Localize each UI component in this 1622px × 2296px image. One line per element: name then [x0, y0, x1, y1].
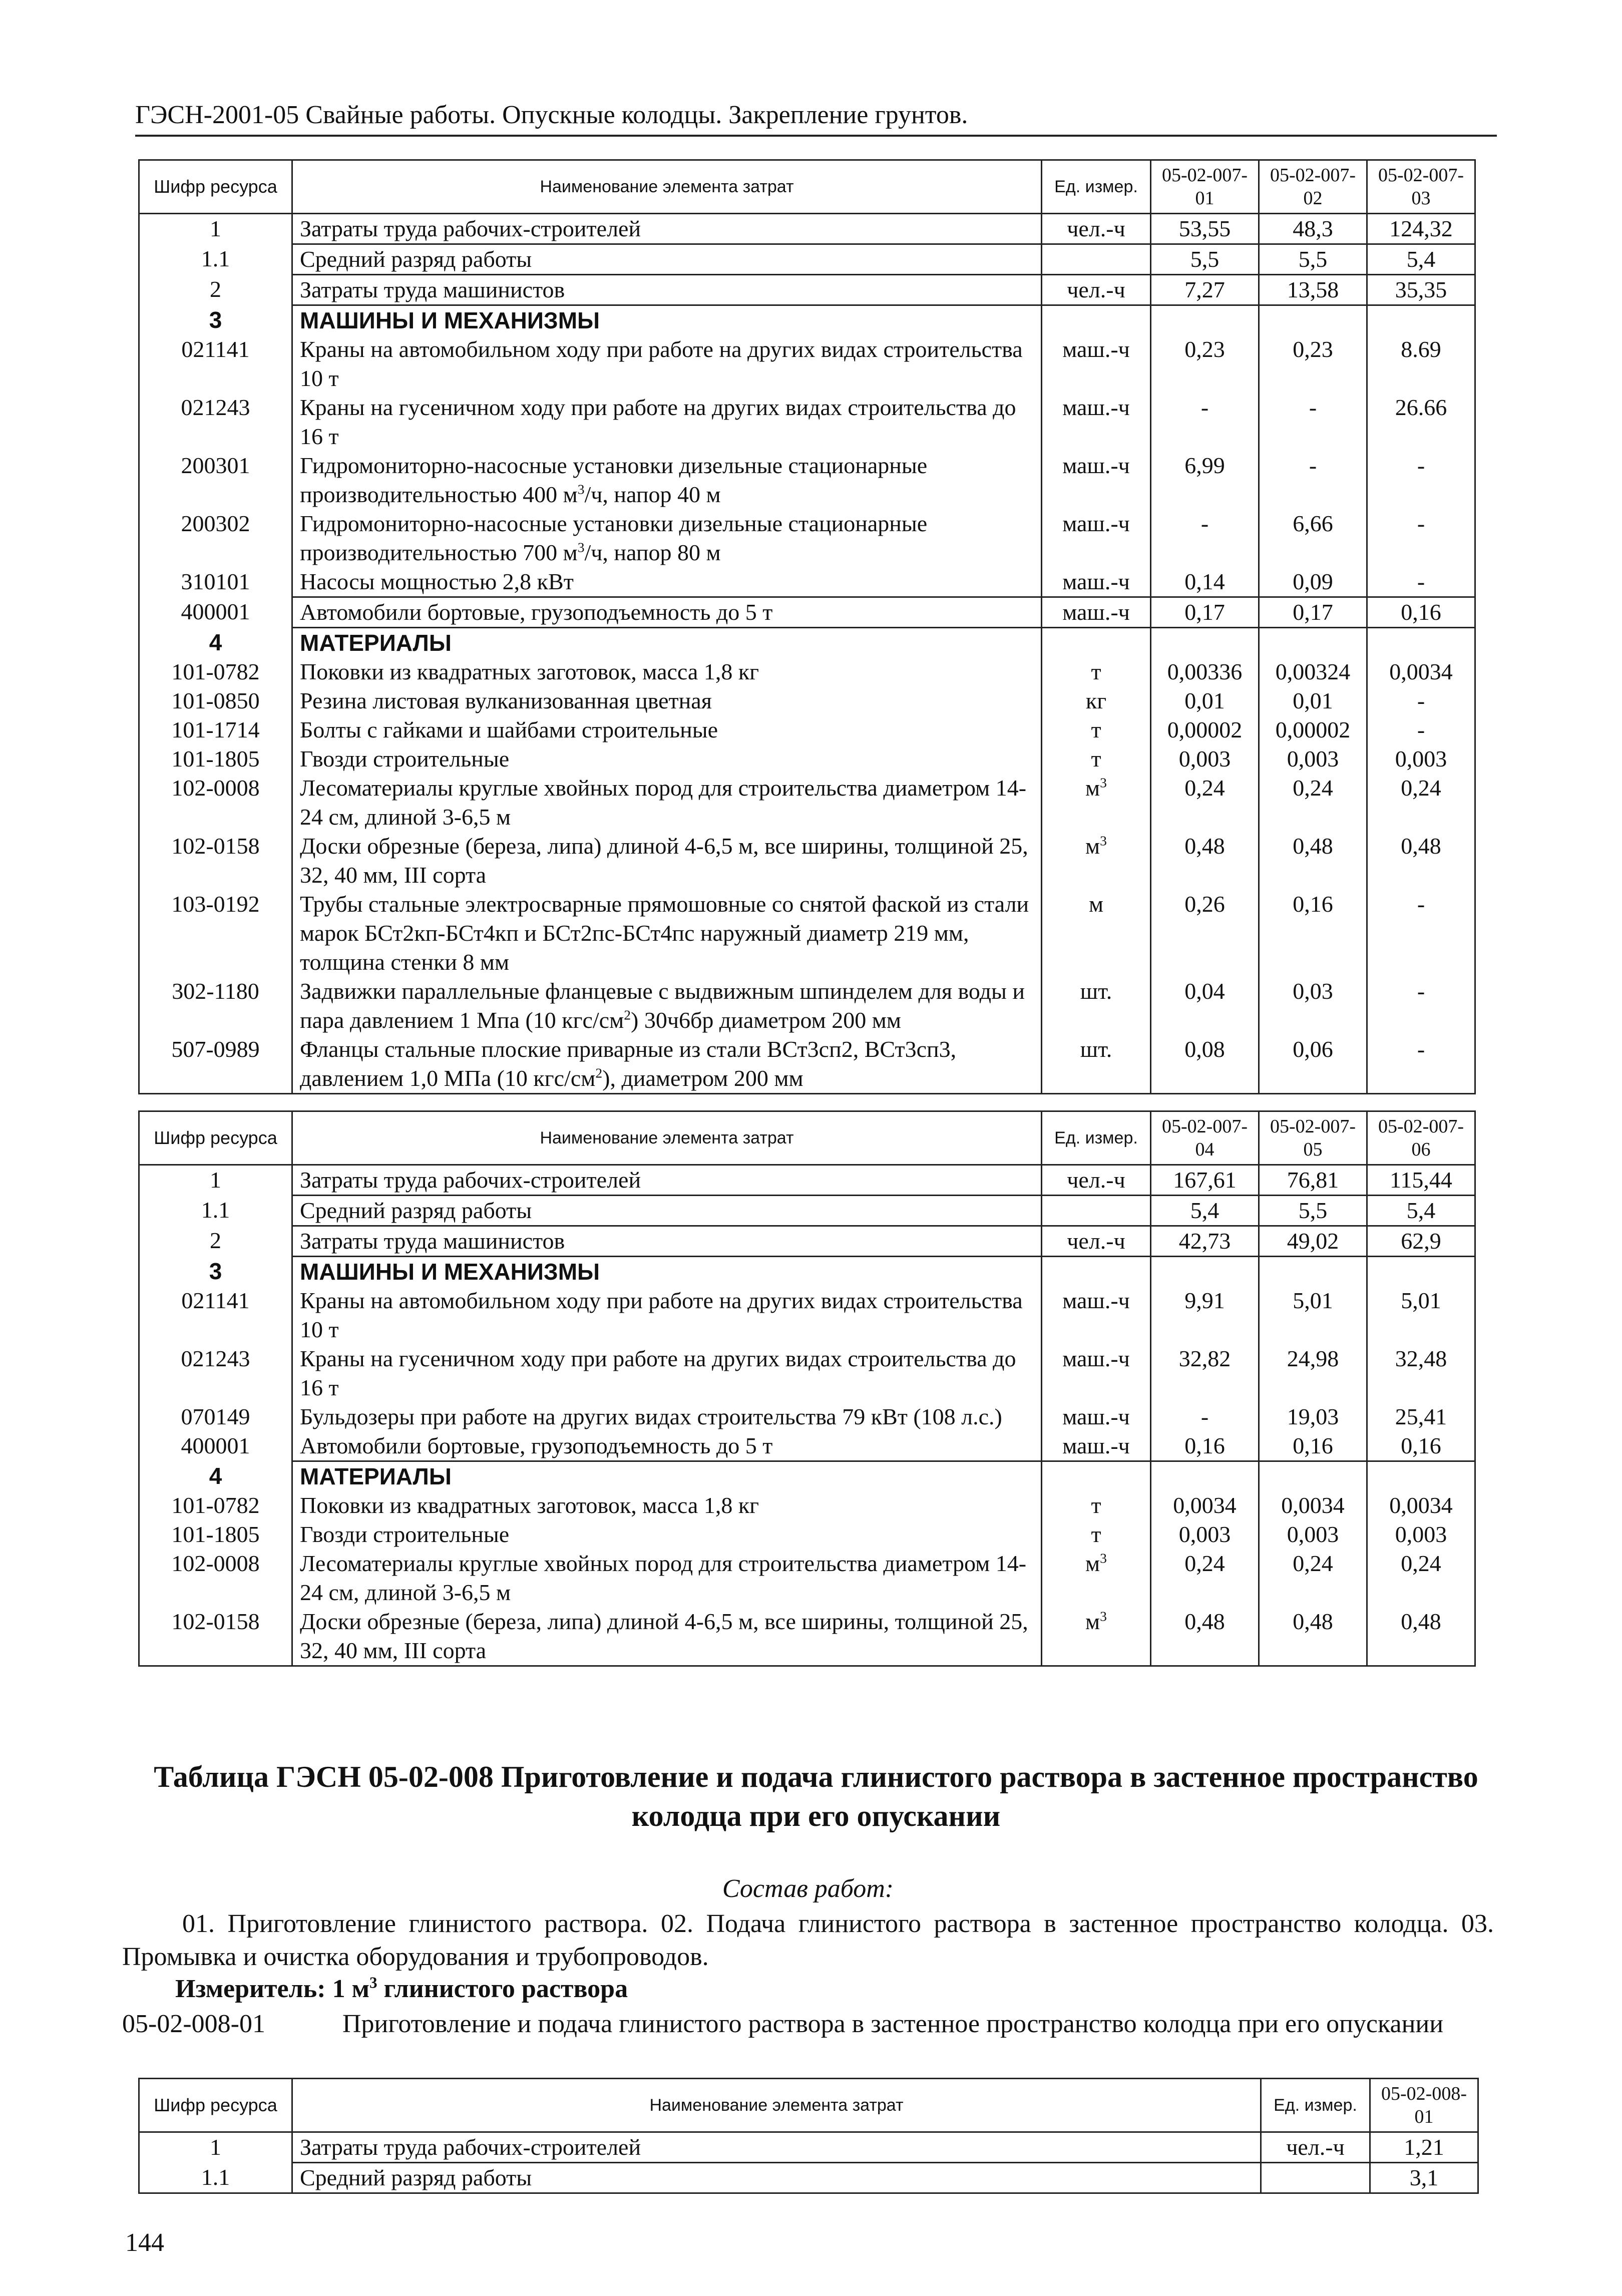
norm-value: 35,35 [1367, 275, 1475, 305]
norm-value: 0,0034 [1151, 1491, 1259, 1520]
norm-value: 0,48 [1259, 1607, 1367, 1666]
resource-code: 310101 [139, 567, 292, 597]
norm-value: 5,4 [1367, 244, 1475, 275]
table-row [139, 597, 1475, 628]
norm-value: 5,01 [1367, 1286, 1475, 1344]
composition-text: 01. Приготовление глинистого раствора. 02. Подача глинистого раствора в застенное пространство колодца. 03. Промывка и очистка оборудования и трубопроводов. [122, 1909, 1494, 1971]
resource-name: Затраты труда машинистов [292, 275, 1042, 305]
norm-value: 0,06 [1259, 1035, 1367, 1094]
norm-value: 32,48 [1367, 1344, 1475, 1402]
norm-value: 0,03 [1259, 977, 1367, 1035]
resource-unit: т [1042, 1520, 1151, 1549]
resource-unit: т [1042, 744, 1151, 774]
col-header-norm-2: 05-02-007-02 [1259, 160, 1367, 214]
resource-unit: $м^3$ [1042, 1607, 1151, 1666]
norm-value: 0,24 [1151, 1549, 1259, 1607]
col-header-name: Наименование элемента затрат [292, 2079, 1261, 2132]
resource-unit: шт. [1042, 977, 1151, 1035]
norm-value: - [1367, 1035, 1475, 1094]
resource-code: 1.1 [139, 244, 292, 275]
table-row [139, 744, 1475, 774]
col-header-unit: Ед. измер. [1042, 160, 1151, 214]
resource-name: Гидромониторно-насосные установки дизельные стационарные производительностью 400 $м^3/ч$, напор 40 м [292, 451, 1042, 509]
norm-value: 124,32 [1367, 214, 1475, 244]
col-header-unit: Ед. измер. [1042, 1111, 1151, 1165]
norm-value: 0,23 [1259, 335, 1367, 393]
norm-value: 0,08 [1151, 1035, 1259, 1094]
norm-value: 0,16 [1367, 597, 1475, 628]
col-header-code: Шифр ресурса [139, 160, 292, 214]
resource-name: Трубы стальные электросварные прямошовные со снятой фаской из стали марок БСт2кп-БСт4кп и БСт2пс-БСт4пс наружный диаметр 219 мм, толщина стенки 8 мм [292, 890, 1042, 977]
norm-value: 62,9 [1367, 1226, 1475, 1257]
col-header-norm-5: 05-02-007-05 [1259, 1111, 1367, 1165]
resource-code: 400001 [139, 597, 292, 628]
norm-item [122, 2008, 1494, 2041]
section-heading: МАТЕРИАЛЫ [292, 1461, 1042, 1491]
resource-code: 101-1714 [139, 715, 292, 744]
col-header-unit: Ед. измер. [1261, 2079, 1370, 2132]
norm-value: - [1367, 686, 1475, 715]
resource-code: 021243 [139, 1344, 292, 1402]
col-header-norm-1: 05-02-008-01 [1370, 2079, 1478, 2132]
resource-name: Краны на гусеничном ходу при работе на других видах строительства до 16 т [292, 393, 1042, 451]
resource-code: 101-1805 [139, 744, 292, 774]
table-row [139, 1431, 1475, 1461]
resource-name: Затраты труда рабочих-строителей [292, 214, 1042, 244]
norm-value: - [1259, 393, 1367, 451]
norm-value: 0,0034 [1367, 657, 1475, 686]
norm-value: 0,48 [1259, 832, 1367, 890]
norm-value: 0,003 [1151, 1520, 1259, 1549]
norm-value: 0,24 [1259, 1549, 1367, 1607]
resource-name: Гидромониторно-насосные установки дизельные стационарные производительностью 700 $м^3/ч$, напор 80 м [292, 509, 1042, 567]
table-row [139, 275, 1475, 305]
resource-name: Фланцы стальные плоские приварные из стали ВСт3сп2, ВСт3сп3, давлением 1,0 МПа (10 кгс/$см^2$), диаметром 200 мм [292, 1035, 1042, 1094]
resource-name: Средний разряд работы [292, 2163, 1261, 2193]
table-title: Таблица ГЭСН 05-02-008 Приготовление и подача глинистого раствора в застенное пространство колодца при его опускании [154, 1760, 1478, 1832]
meter-line [175, 1973, 1547, 2006]
norm-value: 25,41 [1367, 1402, 1475, 1431]
table-row [139, 1035, 1475, 1094]
resource-code: 102-0158 [139, 832, 292, 890]
norm-value: 0,00002 [1259, 715, 1367, 744]
resource-name: Поковки из квадратных заготовок, масса 1,8 кг [292, 657, 1042, 686]
col-header-name: Наименование элемента затрат [292, 1111, 1042, 1165]
resource-code: 101-0782 [139, 1491, 292, 1520]
norm-value: 49,02 [1259, 1226, 1367, 1257]
norm-value: 0,16 [1367, 1431, 1475, 1461]
norm-value: 7,27 [1151, 275, 1259, 305]
norm-value: 0,003 [1151, 744, 1259, 774]
norm-value: 0,0034 [1367, 1491, 1475, 1520]
resource-unit: маш.-ч [1042, 335, 1151, 393]
resource-code: 200302 [139, 509, 292, 567]
norm-value: 6,66 [1259, 509, 1367, 567]
resource-code: 102-0008 [139, 774, 292, 832]
table-row [139, 214, 1475, 244]
table-row [139, 451, 1475, 509]
resource-name: Средний разряд работы [292, 1196, 1042, 1226]
table-row [139, 393, 1475, 451]
norm-value: 0,26 [1151, 890, 1259, 977]
resource-unit: маш.-ч [1042, 1344, 1151, 1402]
norm-value: 53,55 [1151, 214, 1259, 244]
norm-value: 32,82 [1151, 1344, 1259, 1402]
resource-table-008-01 [138, 2078, 1479, 2194]
norm-value: 0,17 [1151, 597, 1259, 628]
table-row [139, 890, 1475, 977]
section-row [139, 628, 1475, 658]
section-number: 3 [139, 1257, 292, 1287]
norm-value: 0,48 [1367, 1607, 1475, 1666]
resource-name: Гвозди строительные [292, 1520, 1042, 1549]
table-row [139, 1165, 1475, 1196]
resource-unit: т [1042, 1491, 1151, 1520]
norm-value: 0,003 [1259, 744, 1367, 774]
table-row [139, 1344, 1475, 1402]
section-heading: МАТЕРИАЛЫ [292, 628, 1042, 658]
resource-code: 101-1805 [139, 1520, 292, 1549]
resource-code: 1 [139, 214, 292, 244]
norm-value: 3,1 [1370, 2163, 1478, 2193]
norm-value: 0,16 [1151, 1431, 1259, 1461]
table-row [139, 774, 1475, 832]
norm-value: 0,003 [1259, 1520, 1367, 1549]
resource-unit: $м^3$ [1042, 774, 1151, 832]
resource-name: Поковки из квадратных заготовок, масса 1,8 кг [292, 1491, 1042, 1520]
resource-unit: шт. [1042, 1035, 1151, 1094]
resource-unit: кг [1042, 686, 1151, 715]
norm-value: 5,01 [1259, 1286, 1367, 1344]
norm-value: 0,17 [1259, 597, 1367, 628]
resource-name: Лесоматериалы круглые хвойных пород для строительства диаметром 14-24 см, длиной 3-6,5 м [292, 774, 1042, 832]
norm-value: 0,24 [1367, 1549, 1475, 1607]
norm-value: 1,21 [1370, 2132, 1478, 2163]
table-row [139, 1196, 1475, 1226]
resource-name: Задвижки параллельные фланцевые с выдвижным шпинделем для воды и пара давлением 1 Мпа (10 кгс/$см^2$) 30ч6бр диаметром 200 мм [292, 977, 1042, 1035]
resource-name: Насосы мощностью 2,8 кВт [292, 567, 1042, 597]
norm-value: 24,98 [1259, 1344, 1367, 1402]
resource-code: 2 [139, 275, 292, 305]
page-header: ГЭСН-2001-05 Свайные работы. Опускные колодцы. Закрепление грунтов. [135, 100, 1497, 137]
section-number: 3 [139, 305, 292, 335]
norm-value: 0,01 [1259, 686, 1367, 715]
resource-unit: маш.-ч [1042, 597, 1151, 628]
resource-code: 070149 [139, 1402, 292, 1431]
norm-value: 42,73 [1151, 1226, 1259, 1257]
norm-value: 9,91 [1151, 1286, 1259, 1344]
norm-value: 0,00336 [1151, 657, 1259, 686]
norm-value: 115,44 [1367, 1165, 1475, 1196]
resource-name: Затраты труда рабочих-строителей [292, 1165, 1042, 1196]
resource-unit [1042, 244, 1151, 275]
table-row [139, 1607, 1475, 1666]
norm-value: 0,24 [1367, 774, 1475, 832]
resource-code: 021243 [139, 393, 292, 451]
norm-value: - [1367, 509, 1475, 567]
resource-unit: т [1042, 657, 1151, 686]
norm-value: - [1151, 1402, 1259, 1431]
col-header-norm-1: 05-02-007-01 [1151, 160, 1259, 214]
resource-name: Болты с гайками и шайбами строительные [292, 715, 1042, 744]
table-row [139, 2163, 1478, 2193]
norm-value: 5,5 [1259, 244, 1367, 275]
norm-value: - [1367, 890, 1475, 977]
norm-value: 0,003 [1367, 1520, 1475, 1549]
composition-heading: Состав работ: [722, 1874, 894, 1903]
norm-value: 48,3 [1259, 214, 1367, 244]
table-row [139, 832, 1475, 890]
resource-unit: маш.-ч [1042, 1286, 1151, 1344]
resource-name: Краны на автомобильном ходу при работе на других видах строительства 10 т [292, 1286, 1042, 1344]
norm-value: - [1151, 393, 1259, 451]
norm-value: 0,48 [1151, 1607, 1259, 1666]
resource-unit: маш.-ч [1042, 393, 1151, 451]
col-header-norm-4: 05-02-007-04 [1151, 1111, 1259, 1165]
norm-value: 0,01 [1151, 686, 1259, 715]
resource-name: Резина листовая вулканизованная цветная [292, 686, 1042, 715]
col-header-code: Шифр ресурса [139, 1111, 292, 1165]
norm-value: 0,09 [1259, 567, 1367, 597]
resource-unit: чел.-ч [1042, 275, 1151, 305]
resource-unit: м [1042, 890, 1151, 977]
section-number: 4 [139, 1461, 292, 1491]
norm-value: 5,5 [1151, 244, 1259, 275]
norm-value: 0,04 [1151, 977, 1259, 1035]
norm-value: 0,48 [1367, 832, 1475, 890]
resource-unit: чел.-ч [1042, 214, 1151, 244]
resource-code: 101-0782 [139, 657, 292, 686]
resource-code: 021141 [139, 1286, 292, 1344]
resource-name: Доски обрезные (береза, липа) длиной 4-6,5 м, все ширины, толщиной 25, 32, 40 мм, III сорта [292, 1607, 1042, 1666]
resource-code: 507-0989 [139, 1035, 292, 1094]
resource-name: Доски обрезные (береза, липа) длиной 4-6,5 м, все ширины, толщиной 25, 32, 40 мм, III сорта [292, 832, 1042, 890]
section-row [139, 1257, 1475, 1287]
resource-unit: $м^3$ [1042, 1549, 1151, 1607]
norm-value: - [1367, 977, 1475, 1035]
resource-code: 1 [139, 2132, 292, 2163]
resource-name: Затраты труда машинистов [292, 1226, 1042, 1257]
resource-name: Бульдозеры при работе на других видах строительства 79 кВт (108 л.с.) [292, 1402, 1042, 1431]
resource-code: 1.1 [139, 1196, 292, 1226]
norm-value: 167,61 [1151, 1165, 1259, 1196]
norm-item-code: 05-02-008-01 [122, 2010, 265, 2038]
resource-code: 021141 [139, 335, 292, 393]
resource-code: 1.1 [139, 2163, 292, 2193]
norm-value: - [1367, 567, 1475, 597]
norm-value: - [1259, 451, 1367, 509]
resource-unit: чел.-ч [1042, 1165, 1151, 1196]
resource-name: Краны на гусеничном ходу при работе на других видах строительства до 16 т [292, 1344, 1042, 1402]
norm-value: 0,00002 [1151, 715, 1259, 744]
resource-table-007-04-06 [138, 1110, 1476, 1667]
norm-value: 5,5 [1259, 1196, 1367, 1226]
norm-value: 5,4 [1151, 1196, 1259, 1226]
table-row [139, 686, 1475, 715]
norm-value: 0,48 [1151, 832, 1259, 890]
table-row [139, 1402, 1475, 1431]
resource-name: Автомобили бортовые, грузоподъемность до 5 т [292, 597, 1042, 628]
page-number: 144 [125, 2228, 164, 2257]
section-number: 4 [139, 628, 292, 658]
norm-value: 0,14 [1151, 567, 1259, 597]
resource-unit [1261, 2163, 1370, 2193]
table-row [139, 1520, 1475, 1549]
norm-value: 0,16 [1259, 890, 1367, 977]
meter-value: 1 $м^3$ глинистого раствора [332, 1974, 628, 2003]
resource-code: 103-0192 [139, 890, 292, 977]
meter-label: Измеритель: [175, 1975, 326, 2003]
norm-value: 0,24 [1151, 774, 1259, 832]
table-row [139, 335, 1475, 393]
resource-code: 200301 [139, 451, 292, 509]
table-row [139, 715, 1475, 744]
resource-unit: маш.-ч [1042, 1431, 1151, 1461]
resource-unit: т [1042, 715, 1151, 744]
norm-value: - [1367, 451, 1475, 509]
resource-name: Гвозди строительные [292, 744, 1042, 774]
resource-name: Затраты труда рабочих-строителей [292, 2132, 1261, 2163]
norm-value: 76,81 [1259, 1165, 1367, 1196]
norm-value: 0,00324 [1259, 657, 1367, 686]
resource-code: 400001 [139, 1431, 292, 1461]
col-header-code: Шифр ресурса [139, 2079, 292, 2132]
section-row [139, 305, 1475, 335]
resource-code: 302-1180 [139, 977, 292, 1035]
norm-value: 26.66 [1367, 393, 1475, 451]
resource-unit: $м^3$ [1042, 832, 1151, 890]
resource-unit: чел.-ч [1042, 1226, 1151, 1257]
resource-name: Автомобили бортовые, грузоподъемность до 5 т [292, 1431, 1042, 1461]
norm-value: 5,4 [1367, 1196, 1475, 1226]
table-row [139, 1549, 1475, 1607]
norm-value: 19,03 [1259, 1402, 1367, 1431]
norm-item-description: Приготовление и подача глинистого раствора в застенное пространство колодца при его опускании [342, 2010, 1444, 2038]
resource-code: 2 [139, 1226, 292, 1257]
norm-value: 0,003 [1367, 744, 1475, 774]
table-row [139, 509, 1475, 567]
table-row [139, 657, 1475, 686]
table-row [139, 244, 1475, 275]
resource-unit: маш.-ч [1042, 451, 1151, 509]
resource-unit: маш.-ч [1042, 509, 1151, 567]
col-header-norm-3: 05-02-007-03 [1367, 160, 1475, 214]
norm-value: 0,0034 [1259, 1491, 1367, 1520]
norm-value: - [1151, 509, 1259, 567]
resource-code: 102-0008 [139, 1549, 292, 1607]
resource-name: Средний разряд работы [292, 244, 1042, 275]
resource-table-007-01-03 [138, 159, 1476, 1094]
resource-name: Краны на автомобильном ходу при работе на других видах строительства 10 т [292, 335, 1042, 393]
norm-value: 0,16 [1259, 1431, 1367, 1461]
section-heading: МАШИНЫ И МЕХАНИЗМЫ [292, 305, 1042, 335]
norm-value: 6,99 [1151, 451, 1259, 509]
col-header-norm-6: 05-02-007-06 [1367, 1111, 1475, 1165]
resource-unit [1042, 1196, 1151, 1226]
section-heading: МАШИНЫ И МЕХАНИЗМЫ [292, 1257, 1042, 1287]
table-row [139, 2132, 1478, 2163]
resource-unit: чел.-ч [1261, 2132, 1370, 2163]
table-row [139, 567, 1475, 597]
table-row [139, 1226, 1475, 1257]
section-row [139, 1461, 1475, 1491]
resource-name: Лесоматериалы круглые хвойных пород для строительства диаметром 14-24 см, длиной 3-6,5 м [292, 1549, 1042, 1607]
norm-value: 13,58 [1259, 275, 1367, 305]
norm-value: - [1367, 715, 1475, 744]
table-row [139, 1491, 1475, 1520]
resource-unit: маш.-ч [1042, 1402, 1151, 1431]
table-row [139, 1286, 1475, 1344]
resource-code: 101-0850 [139, 686, 292, 715]
resource-unit: маш.-ч [1042, 567, 1151, 597]
col-header-name: Наименование элемента затрат [292, 160, 1042, 214]
norm-value: 0,24 [1259, 774, 1367, 832]
norm-value: 0,23 [1151, 335, 1259, 393]
resource-code: 1 [139, 1165, 292, 1196]
table-row [139, 977, 1475, 1035]
resource-code: 102-0158 [139, 1607, 292, 1666]
norm-value: 8.69 [1367, 335, 1475, 393]
